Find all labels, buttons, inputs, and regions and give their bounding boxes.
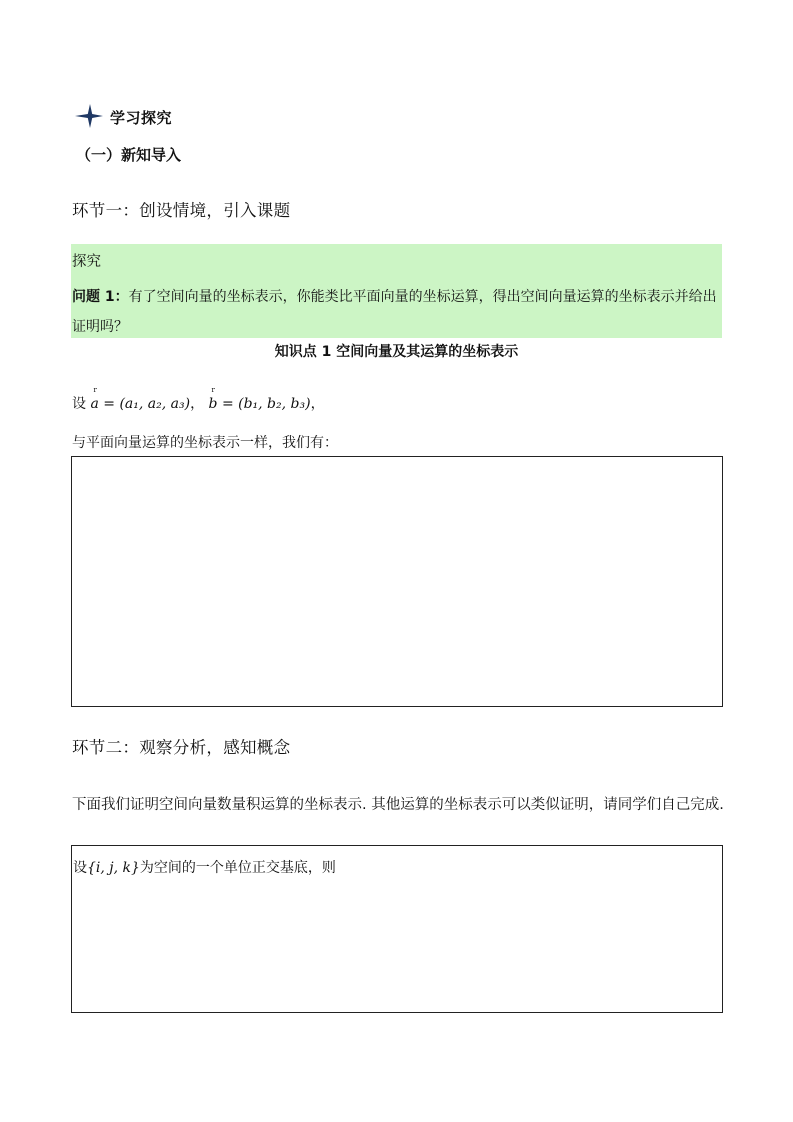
basis-suffix: 为空间的一个单位正交基底，则 [139, 860, 336, 876]
answer-box-2[interactable] [71, 845, 723, 1013]
question-text: 有了空间向量的坐标表示，你能类比平面向量的坐标运算，得出空间向量运算的坐标表示并给出证明吗？ [72, 289, 717, 335]
knowledge-point-title: 知识点 1 空间向量及其运算的坐标表示 [274, 344, 519, 360]
basis-prefix: 设 [73, 860, 87, 876]
vector-definition [72, 386, 325, 413]
basis-text [73, 857, 336, 877]
explore-label: 探究 [72, 254, 101, 270]
vector-a: r a [90, 386, 99, 412]
step2-title: 环节二：观察分析，感知概念 [72, 738, 291, 757]
explore-question [72, 282, 722, 342]
vector-b: r b [208, 386, 218, 412]
formula-sep: ， [190, 396, 205, 412]
basis-set: {i, j, k} [87, 860, 140, 876]
four-point-star-icon [74, 103, 104, 129]
vector-arrow-icon: r [93, 386, 97, 394]
same-as-plane-text: 与平面向量运算的坐标表示一样，我们有： [72, 435, 338, 451]
vector-arrow-icon: r [211, 386, 215, 394]
question-label: 问题 1： [72, 289, 129, 305]
vector-b-value: = (b₁, b₂, b₃) [221, 396, 311, 412]
section-subtitle: （一）新知导入 [76, 146, 182, 164]
section-title: 学习探究 [110, 109, 173, 127]
answer-box-1[interactable] [71, 456, 723, 707]
step1-title: 环节一：创设情境，引入课题 [72, 201, 291, 220]
explore-block [71, 244, 722, 338]
vector-a-value: = (a₁, a₂, a₃) [103, 396, 191, 412]
formula-suffix: ， [310, 396, 325, 412]
proof-paragraph: 下面我们证明空间向量数量积运算的坐标表示. 其他运算的坐标表示可以类似证明，请同学们自己完成. [72, 797, 724, 813]
formula-prefix: 设 [72, 396, 86, 412]
